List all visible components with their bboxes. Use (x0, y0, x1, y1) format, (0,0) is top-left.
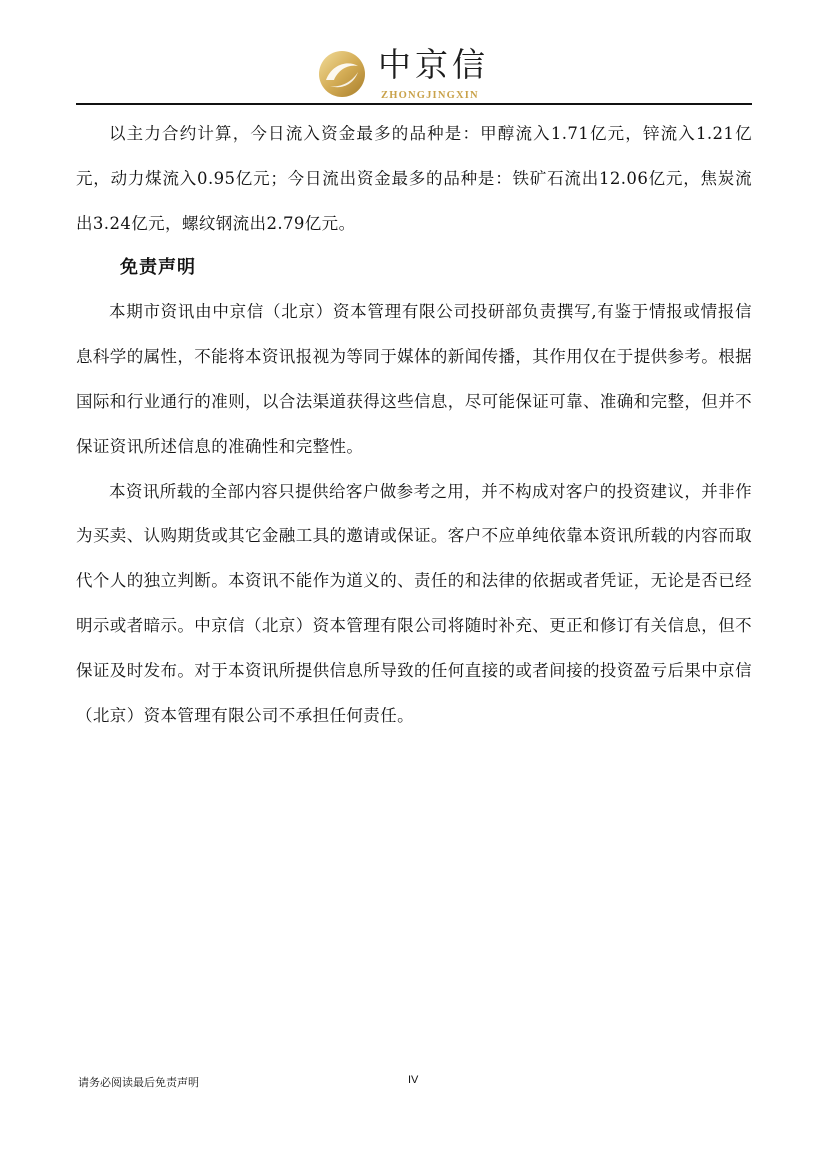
document-body (76, 112, 752, 738)
disclaimer-heading: 免责声明 (120, 257, 196, 279)
page-number: IV (408, 1074, 419, 1086)
zhongjingxin-logo-icon (318, 50, 366, 98)
footer-notice: 请务必阅读最后免责声明 (78, 1076, 199, 1089)
logo-wordmark-cn: 中京信 (378, 45, 489, 84)
disclaimer-paragraph-2: 本资讯所载的全部内容只提供给客户做参考之用，并不构成对客户的投资建议，并非作为买卖、认购期货或其它金融工具的邀请或保证。客户不应单纯依靠本资讯所载的内容而取代个人的独立判断。本资讯不能作为道义的、责任的和法律的依据或者凭证，无论是否已经明示或者暗示。中京信（北京）资本管理有限公司将随时补充、更正和修订有关信息，但不保证及时发布。对于本资讯所提供信息所导致的任何直接的或者间接的投资盈亏后果中京信（北京）资本管理有限公司不承担任何责任。 (76, 481, 752, 725)
fund-flow-paragraph: 以主力合约计算，今日流入资金最多的品种是：甲醇流入1.71亿元，锌流入1.21亿元，动力煤流入0.95亿元；今日流出资金最多的品种是：铁矿石流出12.06亿元，焦炭流出3.24亿元，螺纹钢流出2.79亿元。 (76, 124, 752, 233)
header-divider (76, 103, 752, 105)
logo-wordmark-en: ZHONGJINGXIN (381, 90, 479, 101)
disclaimer-paragraph-1: 本期市资讯由中京信（北京）资本管理有限公司投研部负责撰写,有鉴于情报或情报信息科学的属性，不能将本资讯报视为等同于媒体的新闻传播，其作用仅在于提供参考。根据国际和行业通行的准则，以合法渠道获得这些信息，尽可能保证可靠、准确和完整，但并不保证资讯所述信息的准确性和完整性。 (76, 302, 752, 456)
page-header (0, 0, 827, 110)
